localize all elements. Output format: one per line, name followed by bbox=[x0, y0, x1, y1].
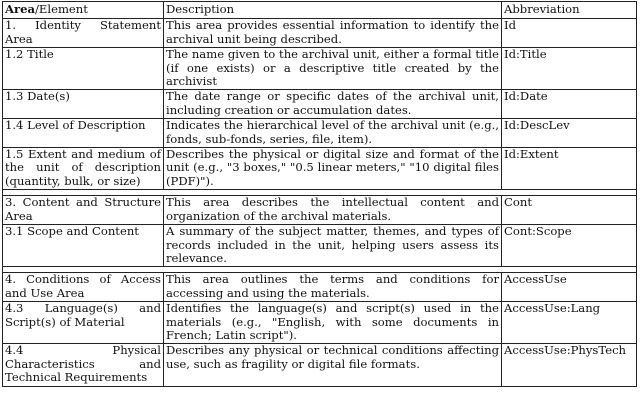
abbreviation-cell: Id:Extent bbox=[502, 148, 637, 190]
element-cell: 3.1 Scope and Content bbox=[3, 225, 164, 267]
table-row bbox=[3, 225, 637, 267]
table-section-header-row bbox=[3, 196, 637, 225]
table-section-header-row bbox=[3, 19, 637, 48]
table-body bbox=[3, 19, 637, 386]
element-cell: 1.5 Extent and medium of the unit of description (quantity, bulk, or size) bbox=[3, 148, 164, 190]
abbreviation-cell: Id:Title bbox=[502, 48, 637, 90]
description-cell: The date range or specific dates of the archival unit, including creation or accumulation dates. bbox=[164, 90, 502, 119]
description-cell: A summary of the subject matter, themes, and types of records included in the unit, helping users assess its relevance. bbox=[164, 225, 502, 267]
abbreviation-cell: AccessUse:Lang bbox=[502, 302, 637, 344]
header-area-element bbox=[3, 2, 164, 19]
abbreviation-cell: Id:DescLev bbox=[502, 119, 637, 148]
description-cell: Indicates the hierarchical level of the archival unit (e.g., fonds, sub-fonds, series, file, item). bbox=[164, 119, 502, 148]
description-cell: This area describes the intellectual content and organization of the archival materials. bbox=[164, 196, 502, 225]
description-cell: This area provides essential information to identify the archival unit being described. bbox=[164, 19, 502, 48]
element-cell: 4. Conditions of Access and Use Area bbox=[3, 273, 164, 302]
header-description: Description bbox=[164, 2, 502, 19]
table-row bbox=[3, 48, 637, 90]
header-element-label: /Element bbox=[35, 2, 88, 16]
abbreviation-cell: Cont:Scope bbox=[502, 225, 637, 267]
element-cell: 4.4 Physical Characteristics and Technical Requirements bbox=[3, 344, 164, 386]
table-header-row bbox=[3, 2, 637, 19]
table-row bbox=[3, 90, 637, 119]
description-cell: Describes the physical or digital size and format of the unit (e.g., "3 boxes," "0.5 linear meters," "10 digital files (PDF)"). bbox=[164, 148, 502, 190]
element-cell: 1.3 Date(s) bbox=[3, 90, 164, 119]
element-cell: 1.2 Title bbox=[3, 48, 164, 90]
header-area-label: Area bbox=[5, 2, 35, 16]
table-row bbox=[3, 302, 637, 344]
element-cell: 1.4 Level of Description bbox=[3, 119, 164, 148]
element-cell: 3. Content and Structure Area bbox=[3, 196, 164, 225]
header-abbreviation: Abbreviation bbox=[502, 2, 637, 19]
table-row bbox=[3, 344, 637, 386]
abbreviation-cell: Id bbox=[502, 19, 637, 48]
description-cell: Describes any physical or technical conditions affecting use, such as fragility or digital file formats. bbox=[164, 344, 502, 386]
element-cell: 1. Identity Statement Area bbox=[3, 19, 164, 48]
abbreviation-cell: Id:Date bbox=[502, 90, 637, 119]
description-cell: This area outlines the terms and conditions for accessing and using the materials. bbox=[164, 273, 502, 302]
table-section-header-row bbox=[3, 273, 637, 302]
table-row bbox=[3, 119, 637, 148]
description-cell: Identifies the language(s) and script(s) used in the materials (e.g., "English, with some documents in French; Latin script"). bbox=[164, 302, 502, 344]
description-cell: The name given to the archival unit, either a formal title (if one exists) or a descriptive title created by the archivist bbox=[164, 48, 502, 90]
abbreviation-cell: AccessUse:PhysTech bbox=[502, 344, 637, 386]
archival-elements-table bbox=[2, 1, 637, 387]
abbreviation-cell: AccessUse bbox=[502, 273, 637, 302]
table-row bbox=[3, 148, 637, 190]
element-cell: 4.3 Language(s) and Script(s) of Material bbox=[3, 302, 164, 344]
abbreviation-cell: Cont bbox=[502, 196, 637, 225]
